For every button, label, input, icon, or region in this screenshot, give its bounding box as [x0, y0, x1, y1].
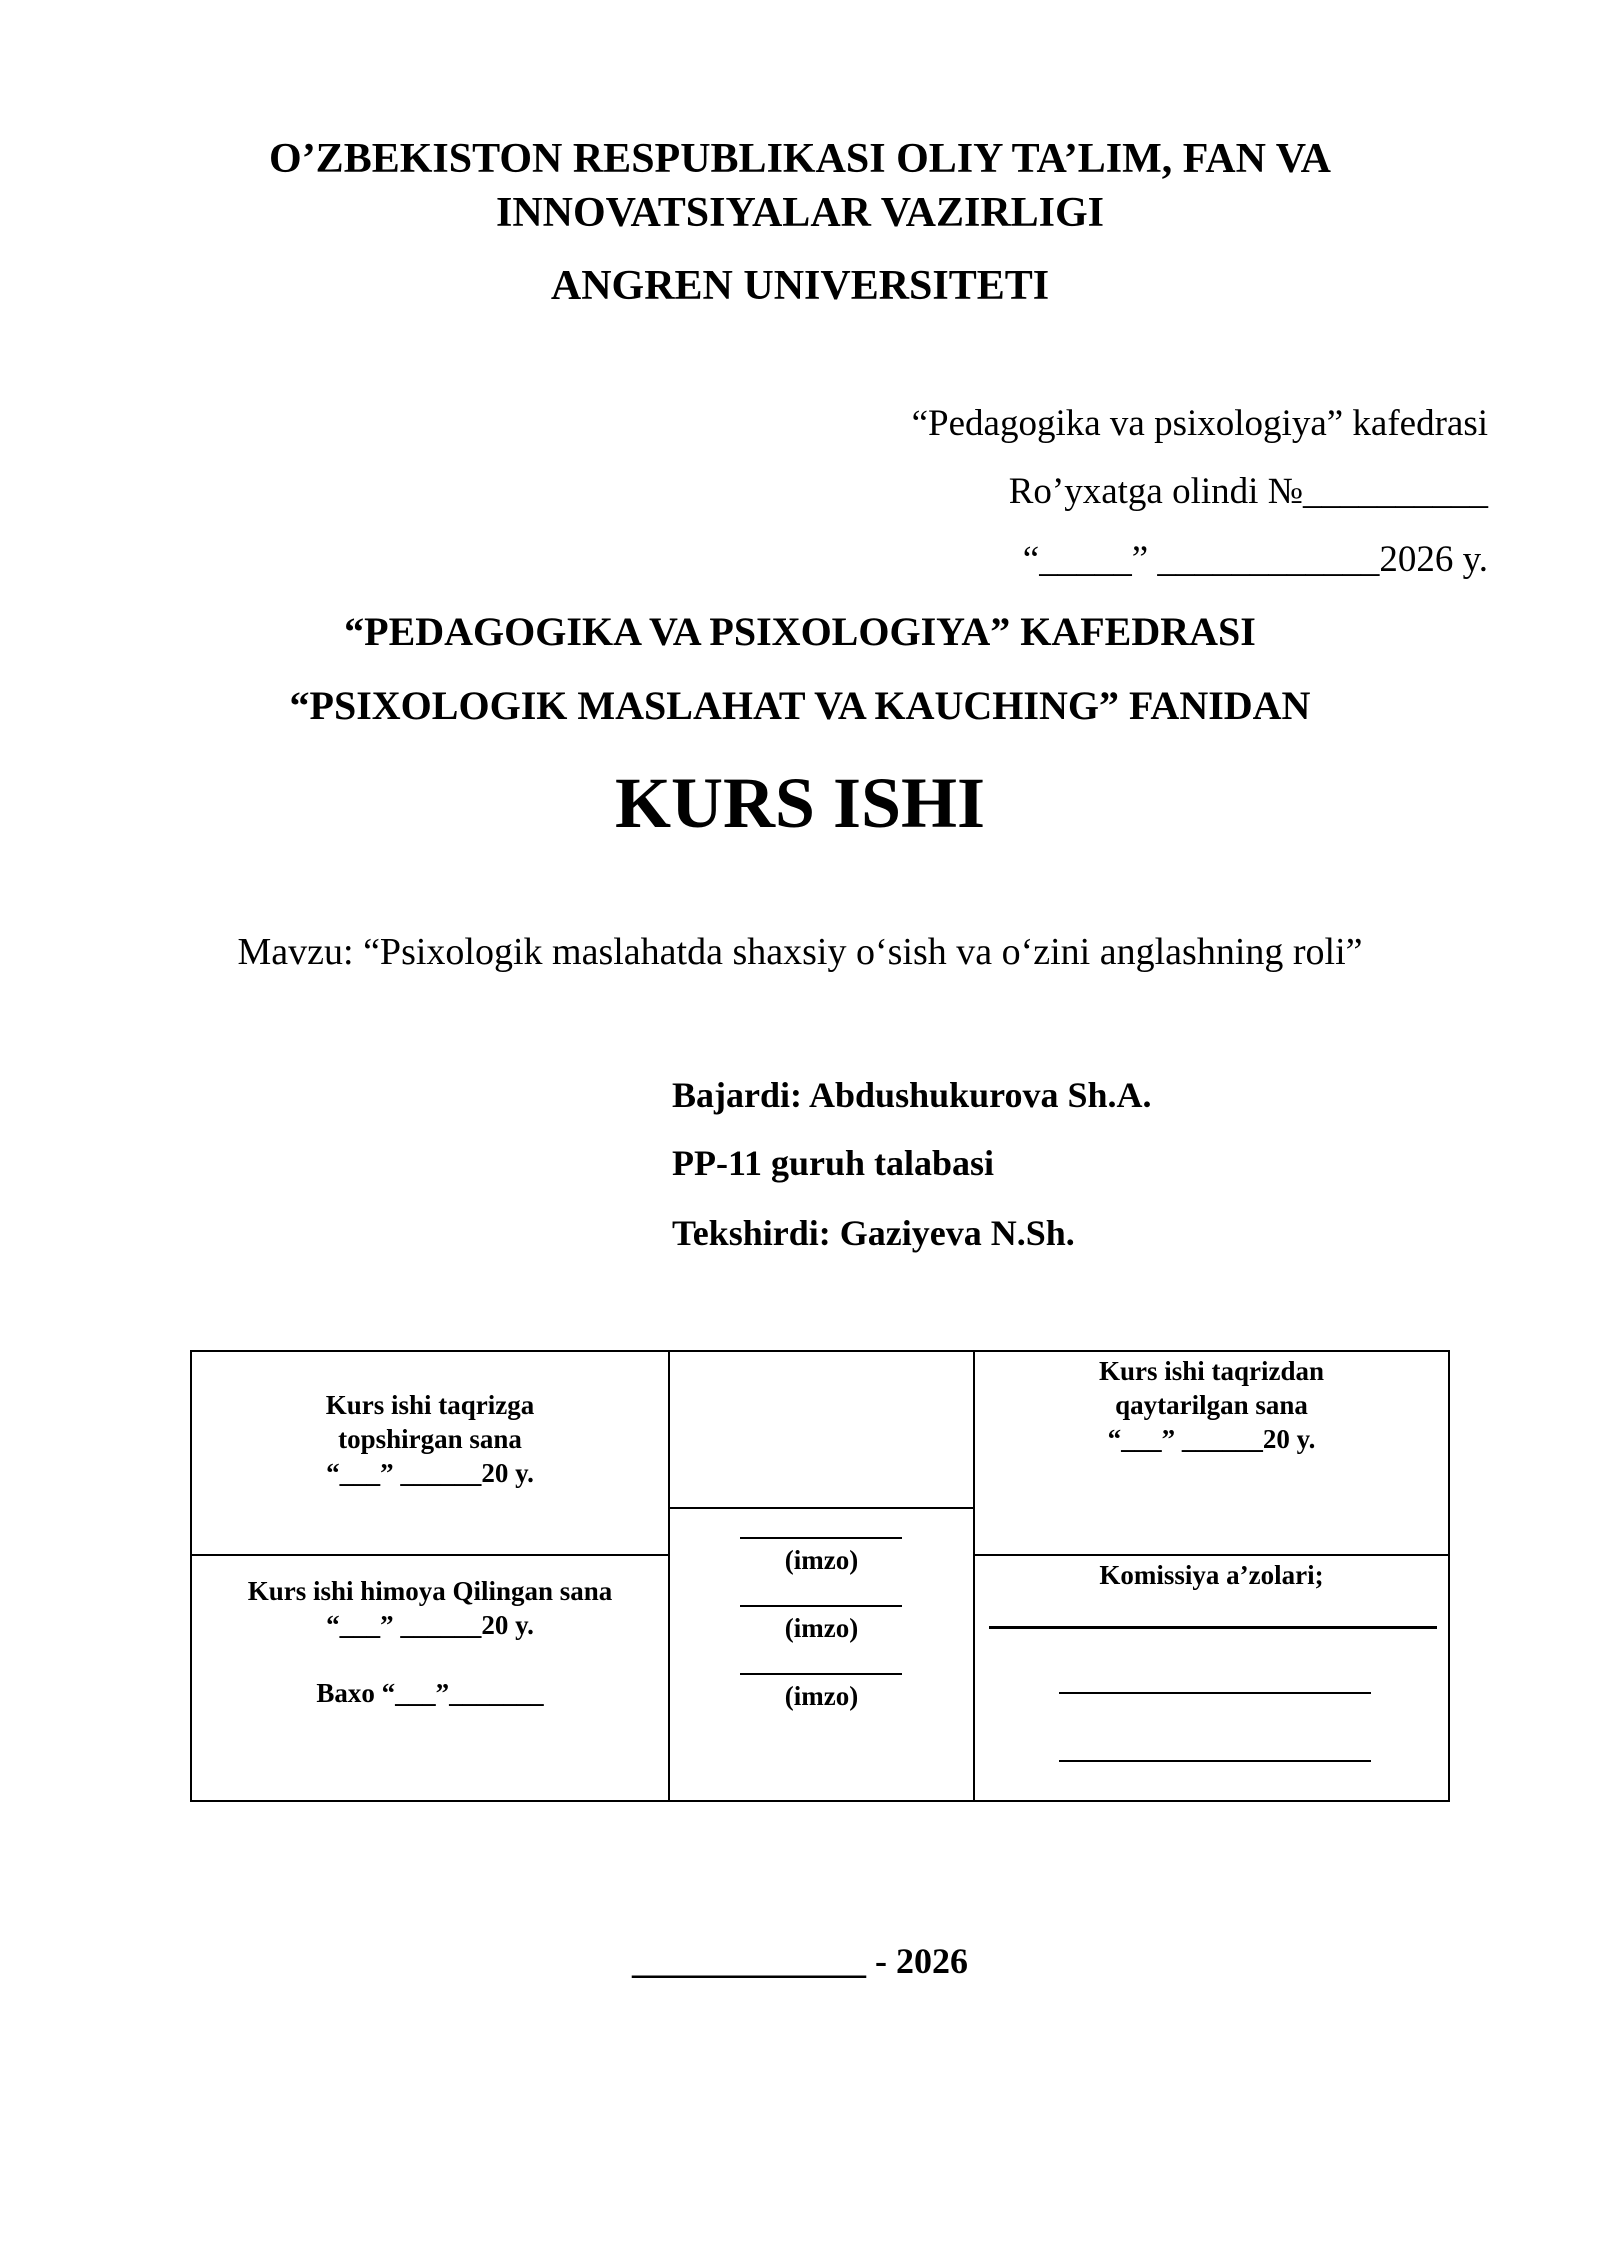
submitted-label-2: topshirgan sana — [338, 1424, 522, 1454]
topic: Mavzu: “Psixologik maslahatda shaxsiy o‘sish va o‘zini anglashning roli” — [237, 931, 1363, 973]
ministry-title — [0, 132, 1600, 240]
registration-number: Ro’yxatga olindi №__________ — [1008, 471, 1488, 512]
performed-by: Bajardi: Abdushukurova Sh.A. — [672, 1075, 1152, 1115]
submitted-date-cell — [190, 1350, 670, 1556]
defended-date-cell — [190, 1554, 670, 1802]
commission-cell — [973, 1554, 1450, 1802]
signature-line-3 — [740, 1673, 902, 1675]
signatures-cell — [668, 1507, 975, 1802]
footer-year: _____________ - 2026 — [632, 1941, 968, 1981]
grade: Baxo “___”_______ — [316, 1678, 544, 1708]
signature-label-2: (imzo) — [784, 1613, 859, 1643]
defended-date: “___” ______20 y. — [326, 1610, 534, 1640]
returned-date: “___” ______20 y. — [1107, 1424, 1316, 1454]
returned-label-1: Kurs ishi taqrizdan — [1098, 1356, 1325, 1386]
returned-date-cell — [973, 1350, 1450, 1556]
empty-cell — [668, 1350, 975, 1509]
ministry-line-1: O’ZBEKISTON RESPUBLIKASI OLIY TA’LIM, FAN VA — [269, 136, 1331, 182]
document-type: KURS ISHI — [614, 763, 986, 843]
submitted-label-1: Kurs ishi taqrizga — [325, 1390, 535, 1420]
commission-line-1 — [989, 1626, 1437, 1629]
commission-line-2 — [1059, 1692, 1371, 1694]
signature-line-2 — [740, 1605, 902, 1607]
signature-label-3: (imzo) — [784, 1681, 859, 1711]
defended-label: Kurs ishi himoya Qilingan sana — [247, 1576, 613, 1606]
commission-label: Komissiya a’zolari; — [1099, 1560, 1324, 1590]
university-name: ANGREN UNIVERSITETI — [550, 263, 1050, 309]
returned-label-2: qaytarilgan sana — [1115, 1390, 1308, 1420]
submitted-date: “___” ______20 y. — [326, 1458, 534, 1488]
registration-department: “Pedagogika va psixologiya” kafedrasi — [911, 403, 1488, 444]
subject-title: “PSIXOLOGIK MASLAHAT VA KAUCHING” FANIDAN — [289, 683, 1311, 728]
department-title: “PEDAGOGIKA VA PSIXOLOGIYA” KAFEDRASI — [344, 609, 1256, 654]
commission-line-3 — [1059, 1760, 1371, 1762]
student-group: PP-11 guruh talabasi — [672, 1143, 995, 1183]
ministry-line-2: INNOVATSIYALAR VAZIRLIGI — [495, 190, 1105, 236]
review-table — [190, 1350, 1450, 1802]
signature-line-1 — [740, 1537, 902, 1539]
signature-label-1: (imzo) — [784, 1545, 859, 1575]
registration-date: “_____” ____________2026 y. — [1022, 539, 1488, 580]
checked-by: Tekshirdi: Gaziyeva N.Sh. — [672, 1213, 1075, 1253]
